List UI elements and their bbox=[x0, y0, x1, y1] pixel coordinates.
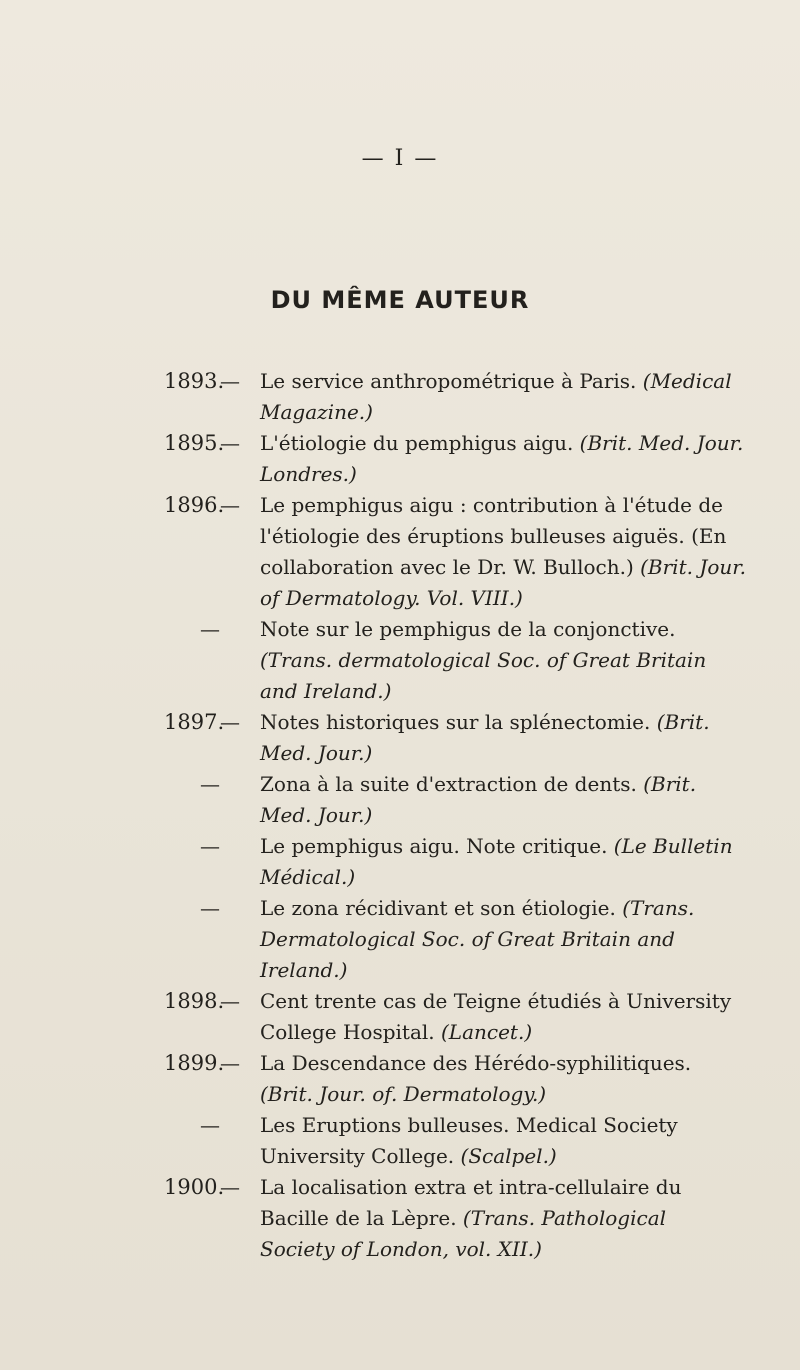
bibliography-entry bbox=[56, 490, 746, 614]
entry-source: (Lancet.) bbox=[441, 1020, 533, 1044]
bibliography-entry bbox=[56, 707, 746, 769]
entry-source: (Brit. Med. Jour.) bbox=[260, 710, 710, 765]
entry-source: (Brit. Med. Jour.) bbox=[260, 772, 697, 827]
entry-year: 1897. bbox=[164, 710, 225, 734]
entry-title: L'étiologie du pemphigus aigu. bbox=[260, 431, 574, 455]
entry-title: Le pemphigus aigu. Note critique. bbox=[260, 834, 608, 858]
entry-title: Notes historiques sur la splénectomie. bbox=[260, 710, 651, 734]
entry-dash: — bbox=[220, 369, 240, 393]
bibliography-entry bbox=[56, 769, 746, 831]
bibliography-entry bbox=[56, 893, 746, 986]
entry-source: (Trans. Pathological Society of London, vol. XII.) bbox=[260, 1206, 667, 1261]
entry-year: 1898. bbox=[164, 989, 225, 1013]
entry-source: (Trans. dermatological Soc. of Great Britain and Ireland.) bbox=[260, 648, 707, 703]
entry-source: (Brit. Jour. of. Dermatology.) bbox=[260, 1082, 547, 1106]
entry-title: Le zona récidivant et son étiologie. bbox=[260, 896, 616, 920]
entry-title: Note sur le pemphigus de la conjonctive. bbox=[260, 617, 676, 641]
entry-source: (Trans. Dermatological Soc. of Great Britain and Ireland.) bbox=[260, 896, 695, 982]
bibliography-list bbox=[56, 366, 746, 1265]
bibliography-entry bbox=[56, 1048, 746, 1110]
entry-dash: — bbox=[220, 493, 240, 517]
page-title: DU MÊME AUTEUR bbox=[270, 286, 530, 314]
entry-title: Les Eruptions bulleuses. Medical Society University College. bbox=[260, 1113, 678, 1168]
entry-source: (Brit. Jour. of Dermatology. Vol. VIII.) bbox=[260, 555, 746, 610]
bibliography-entry bbox=[56, 366, 746, 428]
bibliography-entry bbox=[56, 831, 746, 893]
entry-title: Zona à la suite d'extraction de dents. bbox=[260, 772, 637, 796]
entry-dash: — bbox=[220, 989, 240, 1013]
entry-ditto-dash: — bbox=[200, 772, 220, 796]
entry-source: (Le Bulletin Médical.) bbox=[260, 834, 733, 889]
entry-title: La localisation extra et intra-cellulaire du Bacille de la Lèpre. bbox=[260, 1175, 682, 1230]
entry-dash: — bbox=[220, 710, 240, 734]
entry-ditto-dash: — bbox=[200, 617, 220, 641]
page-number: — I — bbox=[361, 146, 439, 171]
entry-source: (Brit. Med. Jour. Londres.) bbox=[260, 431, 744, 486]
bibliography-entry bbox=[56, 1172, 746, 1265]
entry-title: Le service anthropométrique à Paris. bbox=[260, 369, 637, 393]
bibliography-entry bbox=[56, 614, 746, 707]
entry-title: La Descendance des Hérédo-syphilitiques. bbox=[260, 1051, 692, 1075]
entry-year: 1893. bbox=[164, 369, 225, 393]
entry-dash: — bbox=[220, 431, 240, 455]
entry-title: Cent trente cas de Teigne étudiés à University College Hospital. bbox=[260, 989, 732, 1044]
entry-year: 1896. bbox=[164, 493, 225, 517]
entry-source: (Medical Magazine.) bbox=[260, 369, 732, 424]
bibliography-entry bbox=[56, 1110, 746, 1172]
entry-ditto-dash: — bbox=[200, 834, 220, 858]
bibliography-entry bbox=[56, 428, 746, 490]
entry-ditto-dash: — bbox=[200, 1113, 220, 1137]
entry-year: 1899. bbox=[164, 1051, 225, 1075]
entry-year: 1900. bbox=[164, 1175, 225, 1199]
entry-ditto-dash: — bbox=[200, 896, 220, 920]
entry-dash: — bbox=[220, 1175, 240, 1199]
entry-dash: — bbox=[220, 1051, 240, 1075]
entry-title: Le pemphigus aigu : contribution à l'étude de l'étiologie des éruptions bulleuses aiguës. (En collaboration avec le Dr. W. Bulloch.) bbox=[260, 493, 727, 579]
bibliography-entry bbox=[56, 986, 746, 1048]
entry-year: 1895. bbox=[164, 431, 225, 455]
entry-source: (Scalpel.) bbox=[460, 1144, 557, 1168]
